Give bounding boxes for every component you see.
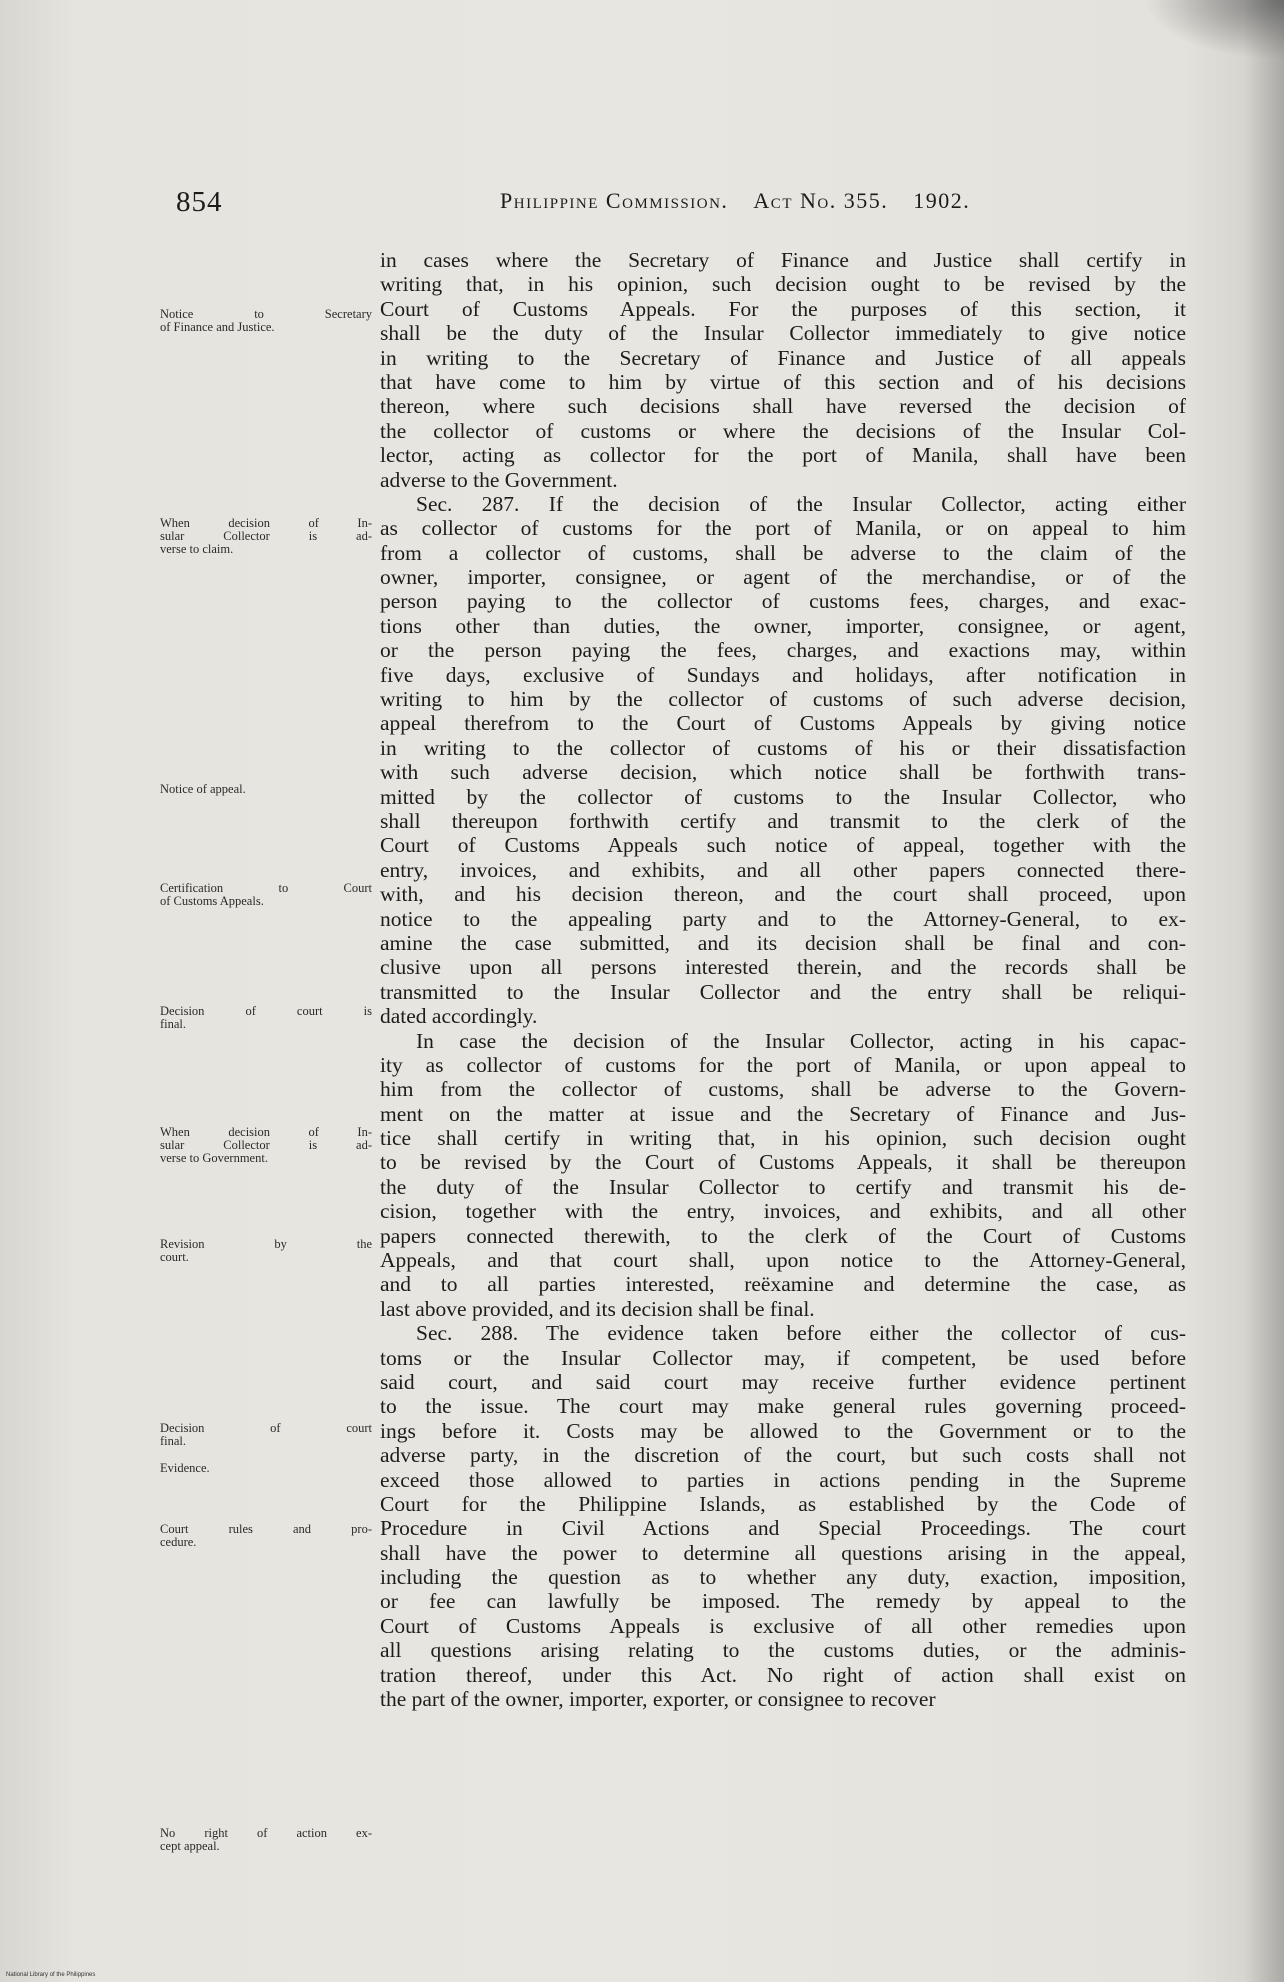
body-line: thereon, where such decisions shall have reversed the decision of — [380, 394, 1186, 419]
body-line: ment on the matter at issue and the Secretary of Finance and Jus- — [380, 1101, 1186, 1126]
body-line: him from the collector of customs, shall be adverse to the Govern- — [380, 1077, 1186, 1102]
body-line: exceed those allowed to parties in actions pending in the Supreme — [380, 1467, 1186, 1492]
body-line: ity as collector of customs for the port of Manila, or upon appeal to — [380, 1052, 1186, 1077]
body-line: the duty of the Insular Collector to certify and transmit his de- — [380, 1174, 1186, 1199]
body-line: In case the decision of the Insular Collector, acting in his capac- — [416, 1028, 1186, 1053]
body-line: and to all parties interested, reëxamine and determine the case, as — [380, 1272, 1186, 1297]
body-line: Procedure in Civil Actions and Special Proceedings. The court — [380, 1516, 1186, 1541]
body-line: to be revised by the Court of Customs Appeals, it shall be thereupon — [380, 1150, 1186, 1175]
marginal-note-line: Decision of court — [160, 1421, 372, 1435]
body-line: cision, together with the entry, invoices, and exhibits, and all other — [380, 1199, 1186, 1224]
marginal-note — [160, 517, 372, 556]
body-line: in cases where the Secretary of Finance and Justice shall certify in — [380, 248, 1186, 272]
body-line: shall be the duty of the Insular Collector immediately to give notice — [380, 321, 1186, 346]
body-line: writing that, in his opinion, such decision ought to be revised by the — [380, 272, 1186, 297]
body-line: Court of Customs Appeals such notice of appeal, together with the — [380, 833, 1186, 858]
body-line: Sec. 287. If the decision of the Insular Collector, acting either — [416, 491, 1186, 516]
body-line: Appeals, and that court shall, upon notice to the Attorney-General, — [380, 1248, 1186, 1273]
body-line: lector, acting as collector for the port of Manila, shall have been — [380, 443, 1186, 468]
body-line: from a collector of customs, shall be adverse to the claim of the — [380, 540, 1186, 565]
marginal-note — [160, 308, 372, 334]
body-line: in writing to the Secretary of Finance and Justice of all appeals — [380, 345, 1186, 370]
marginal-note-line: When decision of In- — [160, 1125, 372, 1139]
marginal-note — [160, 1827, 372, 1853]
body-line: Court of Customs Appeals is exclusive of all other remedies upon — [380, 1613, 1186, 1638]
body-line: said court, and said court may receive further evidence pertinent — [380, 1369, 1186, 1394]
body-line: toms or the Insular Collector may, if competent, be used before — [380, 1345, 1186, 1370]
body-line: person paying to the collector of customs fees, charges, and exac- — [380, 589, 1186, 614]
marginal-note — [160, 1126, 372, 1165]
marginal-note — [160, 882, 372, 908]
marginal-note-line: sular Collector is ad- — [160, 529, 372, 543]
marginal-note-line: verse to Government. — [160, 1151, 268, 1165]
marginal-note-line: cedure. — [160, 1535, 197, 1549]
body-line: shall thereupon forthwith certify and transmit to the clerk of the — [380, 808, 1186, 833]
marginal-note-line: No right of action ex- — [160, 1826, 372, 1840]
body-line: papers connected therewith, to the clerk of the Court of Customs — [380, 1223, 1186, 1248]
marginal-note-line: sular Collector is ad- — [160, 1138, 372, 1152]
running-head-year: 1902. — [913, 188, 971, 213]
body-line: tration thereof, under this Act. No right of action shall exist on — [380, 1662, 1186, 1687]
body-line: five days, exclusive of Sundays and holidays, after notification in — [380, 662, 1186, 687]
body-line: or the person paying the fees, charges, and exactions may, within — [380, 638, 1186, 663]
footer-credit: National Library of the Philippines — [6, 1972, 96, 1978]
marginal-note-line: final. — [160, 1434, 187, 1448]
running-head-title: Philippine Commission. — [500, 188, 729, 213]
scan-shadow-edge — [1244, 0, 1284, 1982]
marginal-note-line: verse to claim. — [160, 542, 234, 556]
body-text — [380, 248, 1186, 1711]
marginal-note — [160, 1005, 372, 1031]
body-line: writing to him by the collector of customs of such adverse decision, — [380, 687, 1186, 712]
marginal-note-line: Court rules and pro- — [160, 1522, 372, 1536]
marginal-note — [160, 1462, 372, 1475]
body-line: the collector of customs or where the decisions of the Insular Col- — [380, 418, 1186, 443]
page-header — [0, 186, 1284, 226]
marginal-note-line: Certification to Court — [160, 881, 372, 895]
body-line: entry, invoices, and exhibits, and all other papers connected there- — [380, 857, 1186, 882]
body-line: amine the case submitted, and its decision shall be final and con- — [380, 930, 1186, 955]
body-line: tions other than duties, the owner, importer, consignee, or agent, — [380, 613, 1186, 638]
body-line: or fee can lawfully be imposed. The remedy by appeal to the — [380, 1589, 1186, 1614]
marginal-note — [160, 1523, 372, 1549]
body-line: owner, importer, consignee, or agent of the merchandise, or of the — [380, 565, 1186, 590]
marginal-note-line: cept appeal. — [160, 1839, 220, 1853]
marginal-note-line: Notice to Secretary — [160, 307, 372, 321]
marginal-note-line: of Customs Appeals. — [160, 894, 264, 908]
body-line: clusive upon all persons interested therein, and the records shall be — [380, 955, 1186, 980]
body-line: notice to the appealing party and to the Attorney-General, to ex- — [380, 906, 1186, 931]
marginal-note-line: of Finance and Justice. — [160, 320, 275, 334]
body-line: in writing to the collector of customs of his or their dissatisfaction — [380, 735, 1186, 760]
body-line: as collector of customs for the port of Manila, or on appeal to him — [380, 516, 1186, 541]
marginal-note-line: Notice of appeal. — [160, 782, 246, 796]
body-line: Court of Customs Appeals. For the purposes of this section, it — [380, 296, 1186, 321]
marginal-note — [160, 783, 372, 796]
marginal-note — [160, 1238, 372, 1264]
body-line: with, and his decision thereon, and the court shall proceed, upon — [380, 882, 1186, 907]
marginal-note-line: Revision by the — [160, 1237, 372, 1251]
body-line: adverse party, in the discretion of the court, but such costs shall not — [380, 1443, 1186, 1468]
body-line: to the issue. The court may make general rules governing proceed- — [380, 1394, 1186, 1419]
body-line: Sec. 288. The evidence taken before either the collector of cus- — [416, 1321, 1186, 1346]
body-line: all questions arising relating to the customs duties, or the adminis- — [380, 1638, 1186, 1663]
marginal-note-line: final. — [160, 1017, 187, 1031]
body-line: last above provided, and its decision shall be final. — [380, 1296, 815, 1321]
body-line: with such adverse decision, which notice shall be forthwith trans- — [380, 760, 1186, 785]
body-line: ings before it. Costs may be allowed to the Government or to the — [380, 1418, 1186, 1443]
body-line: transmitted to the Insular Collector and the entry shall be reliqui- — [380, 979, 1186, 1004]
running-head-act: Act No. 355. — [753, 188, 889, 213]
marginal-note-line: Evidence. — [160, 1461, 210, 1475]
marginal-note-line: When decision of In- — [160, 516, 372, 530]
body-line: appeal therefrom to the Court of Customs Appeals by giving notice — [380, 711, 1186, 736]
body-line: the part of the owner, importer, exporter, or consignee to recover — [380, 1687, 936, 1712]
body-line: adverse to the Government. — [380, 467, 618, 492]
body-line: dated accordingly. — [380, 1004, 538, 1029]
body-line: that have come to him by virtue of this section and of his decisions — [380, 369, 1186, 394]
body-line: including the question as to whether any duty, exaction, imposition, — [380, 1565, 1186, 1590]
body-line: Court for the Philippine Islands, as established by the Code of — [380, 1491, 1186, 1516]
body-line: shall have the power to determine all questions arising in the appeal, — [380, 1540, 1186, 1565]
page-number: 854 — [176, 186, 223, 218]
body-line: mitted by the collector of customs to the Insular Collector, who — [380, 784, 1186, 809]
body-line: tice shall certify in writing that, in his opinion, such decision ought — [380, 1126, 1186, 1151]
running-head — [500, 188, 970, 214]
marginal-note-line: Decision of court is — [160, 1004, 372, 1018]
marginal-note — [160, 1422, 372, 1448]
marginal-note-line: court. — [160, 1250, 189, 1264]
